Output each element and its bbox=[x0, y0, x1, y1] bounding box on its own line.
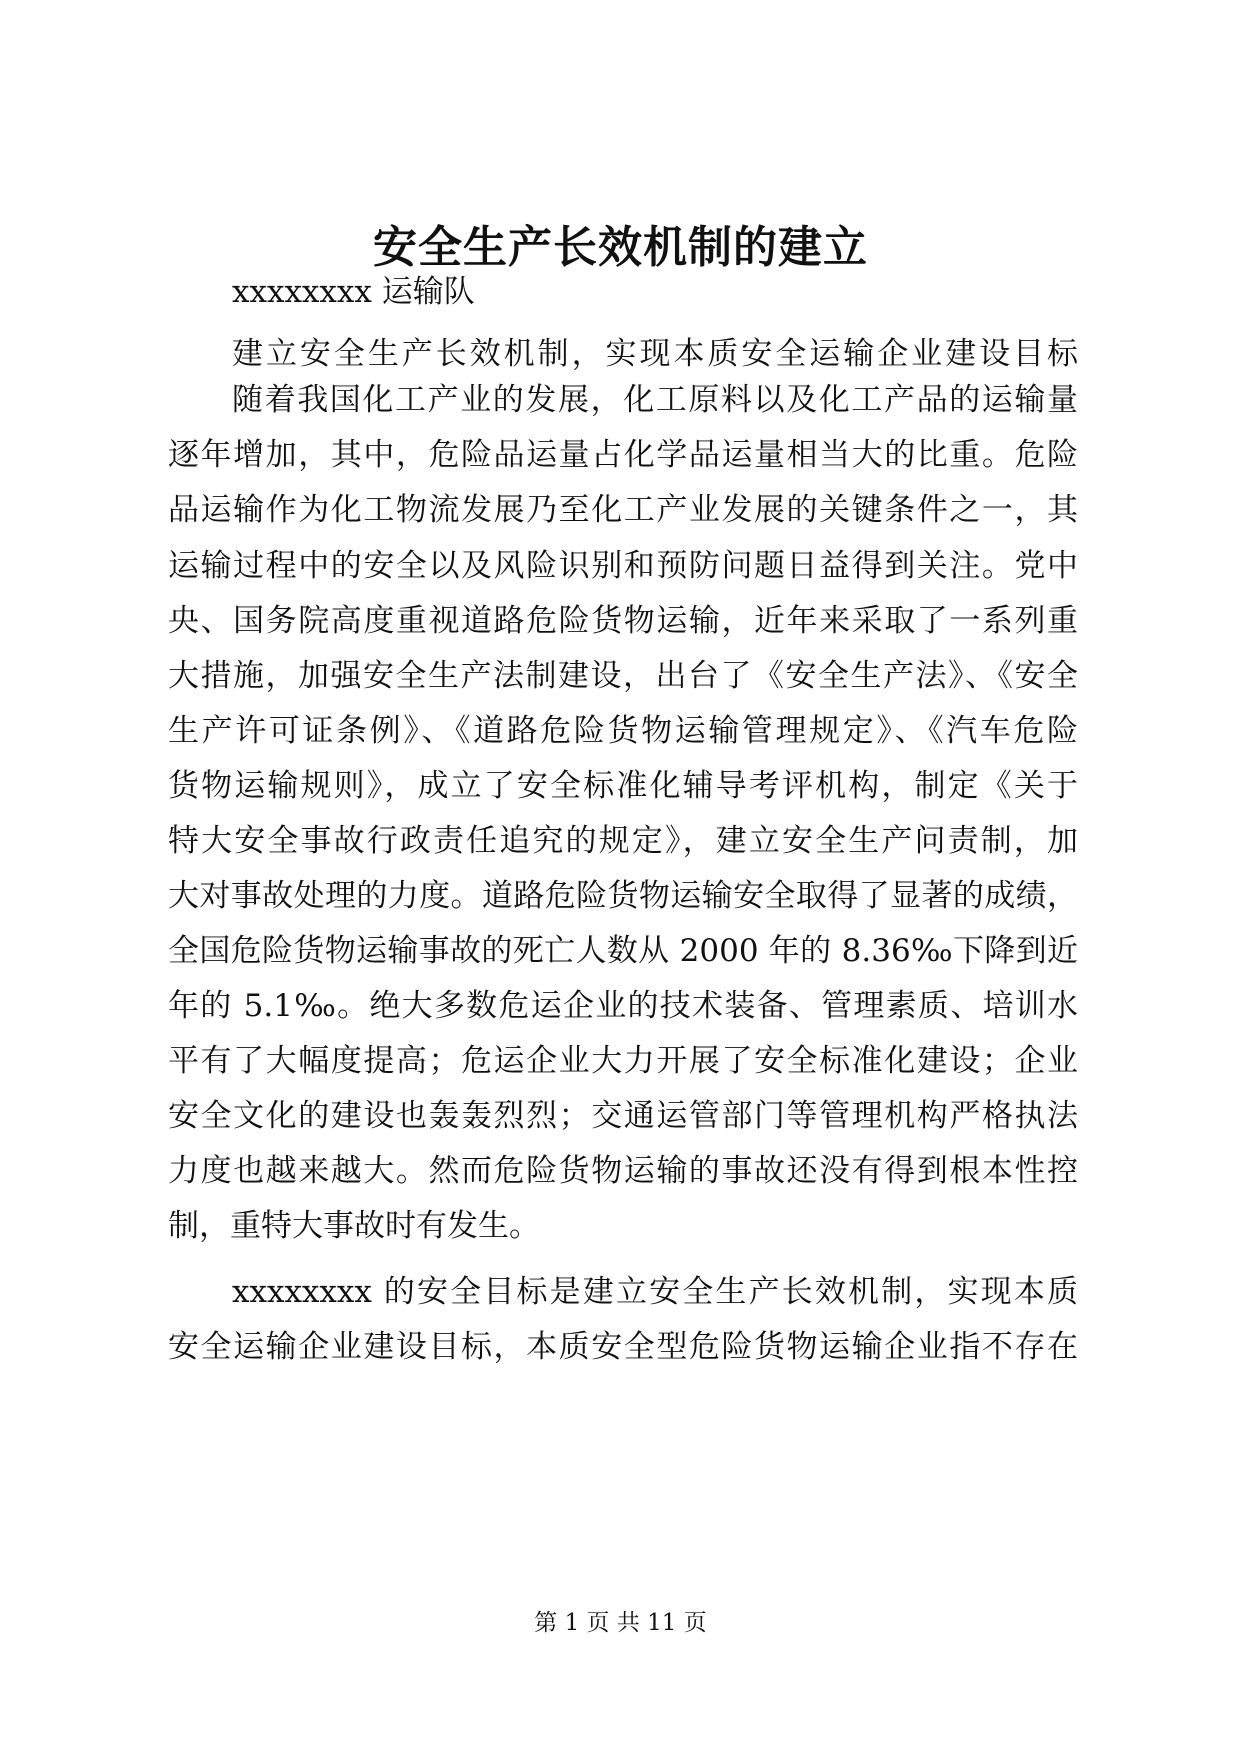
text-line: 全国危险货物运输事故的死亡人数从 2000 年的 8.36‰下降到近 bbox=[168, 933, 1078, 969]
text-line: 运输过程中的安全以及风险识别和预防问题日益得到关注。党中 bbox=[168, 548, 1078, 584]
text-line: 品运输作为化工物流发展乃至化工产业发展的关键条件之一，其 bbox=[168, 492, 1078, 528]
text-line: 生产许可证条例》、《道路危险货物运输管理规定》、《汽车危险 bbox=[168, 713, 1078, 749]
text-line: 随着我国化工产业的发展，化工原料以及化工产品的运输量 bbox=[232, 382, 1078, 418]
text-line: xxxxxxxx 的安全目标是建立安全生产长效机制，实现本质 bbox=[232, 1274, 1078, 1310]
author-line: xxxxxxxx 运输队 bbox=[232, 274, 475, 310]
text-line: 货物运输规则》，成立了安全标准化辅导考评机构，制定《关于 bbox=[168, 768, 1078, 804]
text-line: 央、国务院高度重视道路危险货物运输，近年来采取了一系列重 bbox=[168, 603, 1078, 639]
text-line: 大对事故处理的力度。道路危险货物运输安全取得了显著的成绩， bbox=[168, 878, 1078, 914]
text-line: 平有了大幅度提高；危运企业大力开展了安全标准化建设；企业 bbox=[168, 1043, 1078, 1079]
text-line: 安全运输企业建设目标，本质安全型危险货物运输企业指不存在 bbox=[168, 1329, 1078, 1365]
text-line: 安全文化的建设也轰轰烈烈；交通运管部门等管理机构严格执法 bbox=[168, 1098, 1078, 1134]
text-line: 特大安全事故行政责任追究的规定》，建立安全生产问责制，加 bbox=[168, 823, 1078, 859]
subtitle-line: 建立安全生产长效机制，实现本质安全运输企业建设目标 bbox=[232, 336, 1078, 372]
text-line: 大措施，加强安全生产法制建设，出台了《安全生产法》、《安全 bbox=[168, 658, 1078, 694]
text-line: 逐年增加，其中，危险品运量占化学品运量相当大的比重。危险 bbox=[168, 437, 1078, 473]
text-line: 制，重特大事故时有发生。 bbox=[168, 1208, 540, 1244]
document-title: 安全生产长效机制的建立 bbox=[373, 222, 868, 273]
page-footer: 第 1 页 共 11 页 bbox=[534, 1610, 707, 1636]
text-line: 年的 5.1‰。绝大多数危运企业的技术装备、管理素质、培训水 bbox=[168, 988, 1078, 1024]
text-line: 力度也越来越大。然而危险货物运输的事故还没有得到根本性控 bbox=[168, 1153, 1078, 1189]
